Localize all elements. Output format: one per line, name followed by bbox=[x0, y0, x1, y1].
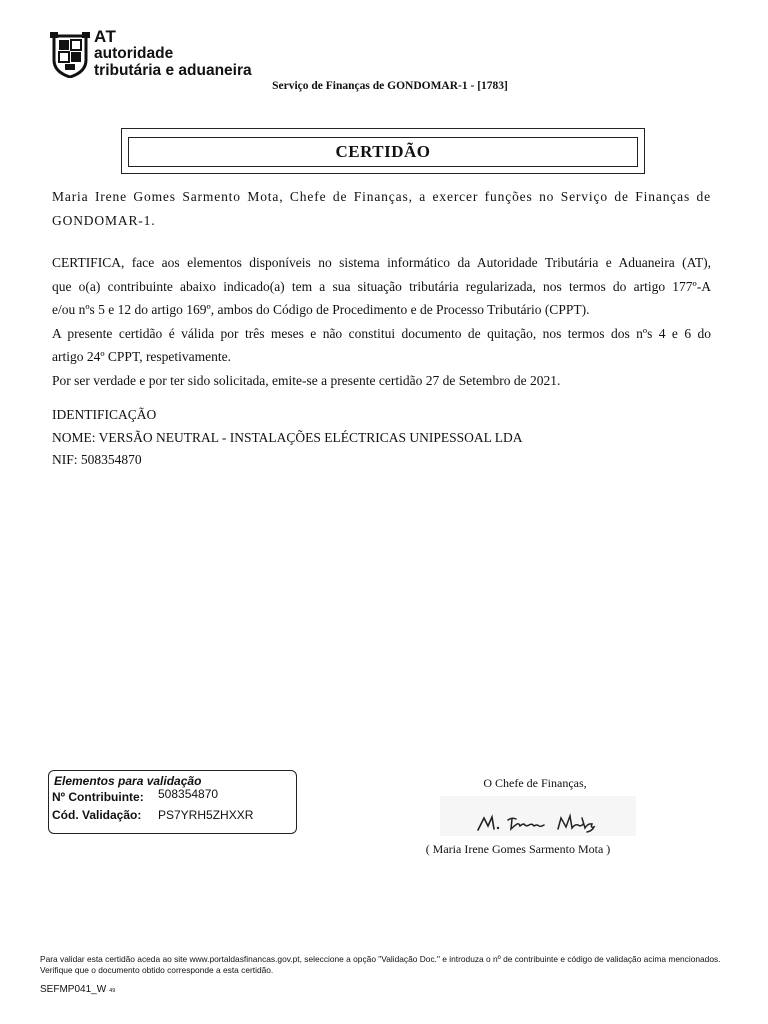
taxpayer-name: NOME: VERSÃO NEUTRAL - INSTALAÇÕES ELÉCTRICAS UNIPESSOAL LDA bbox=[52, 429, 523, 445]
form-code bbox=[40, 984, 115, 995]
validation-instructions: Para validar esta certidão aceda ao site www.portaldasfinancas.gov.pt, seleccione a opção "Validação Doc." e introduza o nº de contribuinte e código de validação acima mencionados. Verifique que o documento obtido corresponde a esta certidão. bbox=[40, 954, 721, 975]
identification-heading: IDENTIFICAÇÃO bbox=[52, 407, 157, 422]
logo-line-tributaria: tributária e aduaneira bbox=[94, 62, 252, 79]
service-office-text: Serviço de Finanças de GONDOMAR-1 - [1783] bbox=[272, 80, 508, 92]
certifica-line: que o(a) contribuinte abaixo indicado(a) tem a sua situação tributária regularizada, nos termos do artigo 177º-A bbox=[52, 278, 711, 294]
validation-code-label: Cód. Validação: bbox=[52, 808, 142, 822]
taxpayer-nif: NIF: 508354870 bbox=[52, 452, 142, 467]
certifica-paragraph bbox=[52, 251, 711, 392]
validity-line: artigo 24º CPPT, respetivamente. bbox=[52, 349, 232, 364]
logo-line-autoridade: autoridade bbox=[94, 45, 174, 62]
service-office-line bbox=[0, 80, 768, 92]
contribuinte-value: 508354870 bbox=[158, 787, 219, 801]
page-title: CERTIDÃO bbox=[128, 137, 638, 167]
coat-of-arms-icon bbox=[50, 30, 90, 78]
logo-text bbox=[94, 28, 252, 79]
certifica-line: CERTIFICA, face aos elementos disponíveis no sistema informático da Autoridade Tributária e Aduaneira (AT), bbox=[52, 255, 711, 270]
validation-title: Elementos para validação bbox=[54, 774, 202, 788]
logo-at: AT bbox=[94, 27, 117, 46]
validation-code-value: PS7YRH5ZHXXR bbox=[158, 808, 254, 822]
signatory-name: ( Maria Irene Gomes Sarmento Mota ) bbox=[425, 842, 611, 856]
validation-box bbox=[48, 770, 297, 834]
at-logo bbox=[50, 27, 260, 82]
certifica-line: e/ou nºs 5 e 12 do artigo 169º, ambos do Código de Procedimento e de Processo Tributário (CPPT). bbox=[52, 302, 590, 317]
identification-block bbox=[52, 404, 523, 472]
intro-paragraph: Maria Irene Gomes Sarmento Mota, Chefe de Finanças, a exercer funções no Serviço de Finanças de GONDOMAR-1. bbox=[52, 189, 711, 228]
handwritten-signature bbox=[440, 796, 636, 836]
validation-contribuinte-row bbox=[52, 787, 219, 804]
signatory-role: O Chefe de Finanças, bbox=[483, 776, 587, 790]
form-code-text: SEFMP041_W bbox=[40, 984, 107, 995]
form-code-version: 49 bbox=[109, 988, 116, 994]
title-box bbox=[121, 128, 645, 174]
validation-code-row bbox=[52, 808, 253, 822]
issue-date-line: Por ser verdade e por ter sido solicitada, emite-se a presente certidão 27 de Setembro de 2021. bbox=[52, 372, 561, 388]
contribuinte-label: Nº Contribuinte: bbox=[52, 790, 144, 804]
validity-line: A presente certidão é válida por três meses e não constitui documento de quitação, nos termos dos nºs 4 e 6 do bbox=[52, 325, 711, 341]
